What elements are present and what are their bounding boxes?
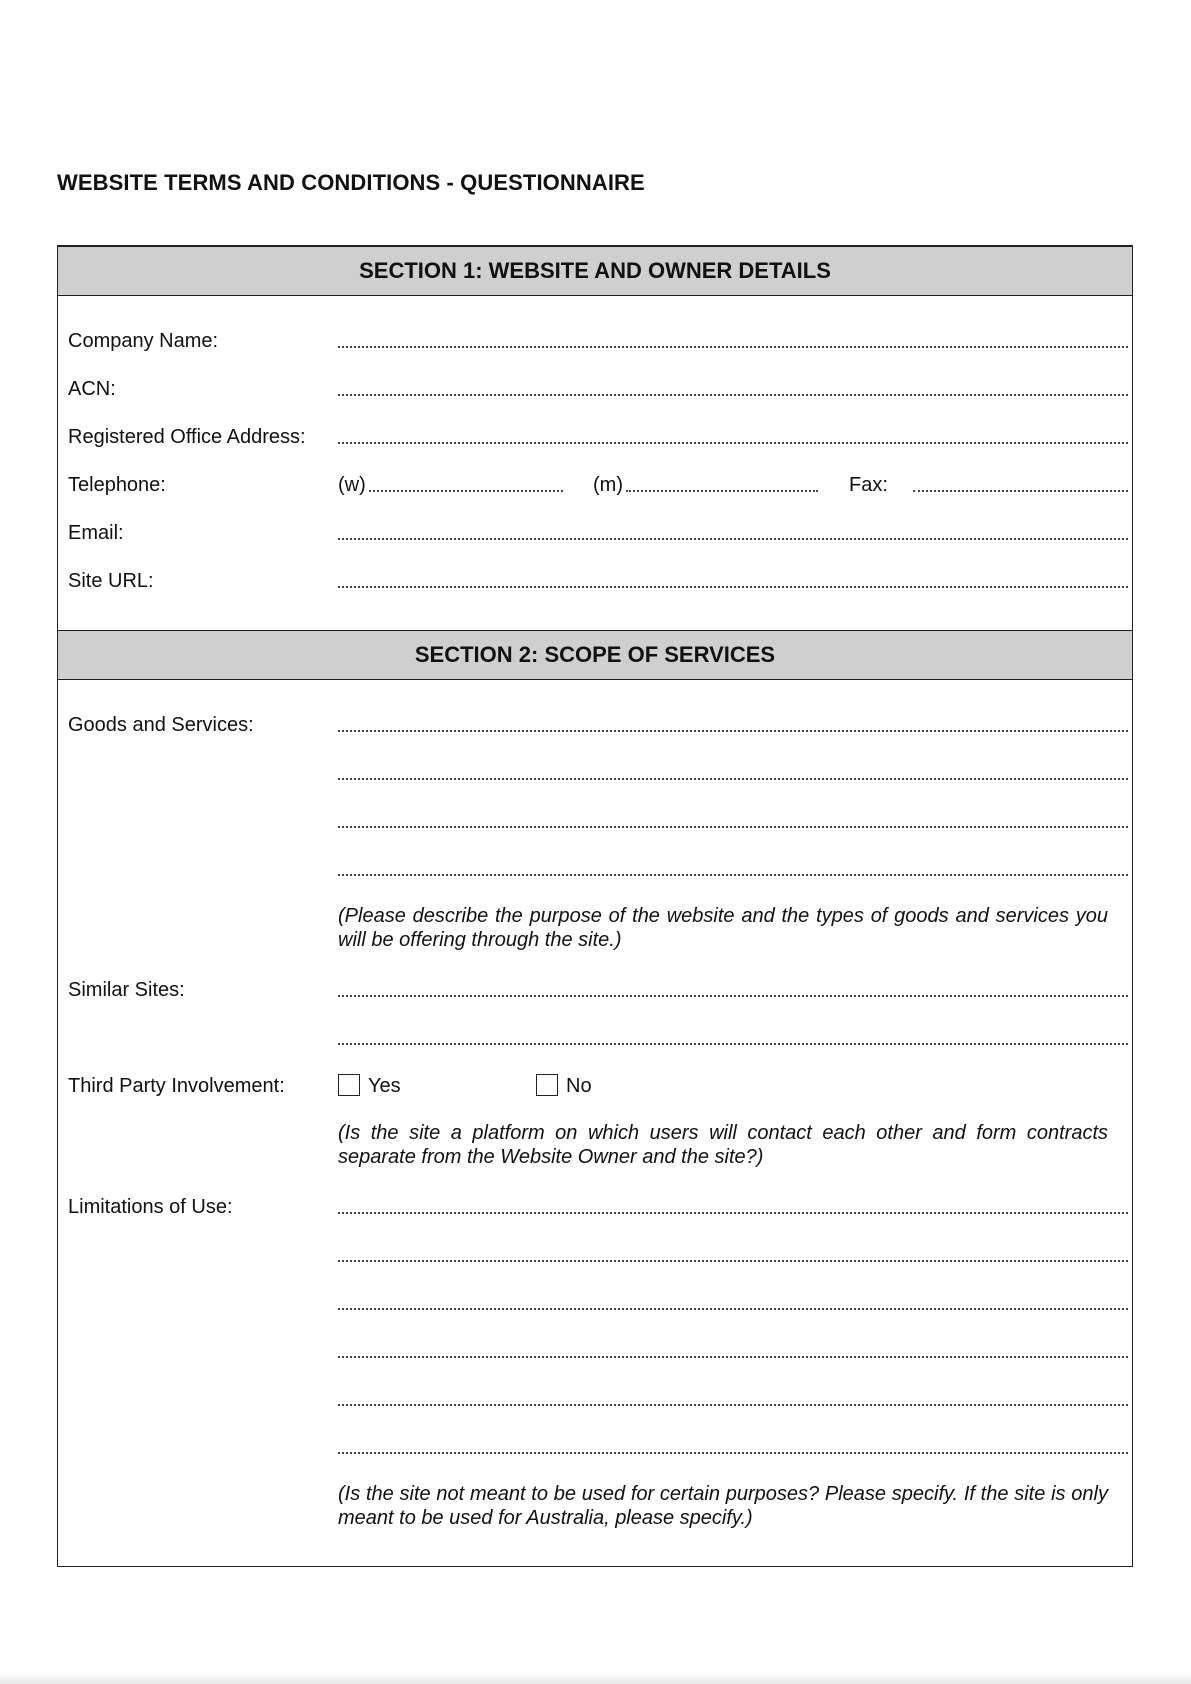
company-name-row bbox=[58, 328, 1132, 358]
company-name-field[interactable] bbox=[338, 346, 1128, 348]
limitations-field-1[interactable] bbox=[338, 1212, 1128, 1214]
goods-note: (Please describe the purpose of the website and the types of goods and services you will be offering through the site.) bbox=[338, 905, 1108, 951]
telephone-mobile-label: (m) bbox=[593, 474, 623, 496]
page-bottom-edge bbox=[0, 1674, 1191, 1684]
goods-row-2 bbox=[58, 760, 1132, 790]
email-label: Email: bbox=[68, 522, 124, 544]
limitations-row-2 bbox=[58, 1242, 1132, 1272]
limitations-field-4[interactable] bbox=[338, 1356, 1128, 1358]
address-label: Registered Office Address: bbox=[68, 426, 306, 448]
acn-field[interactable] bbox=[338, 394, 1128, 396]
address-field[interactable] bbox=[338, 442, 1128, 444]
telephone-row bbox=[58, 472, 1132, 502]
site-url-field[interactable] bbox=[338, 586, 1128, 588]
goods-row-3 bbox=[58, 808, 1132, 838]
goods-row-1 bbox=[58, 712, 1132, 742]
email-row bbox=[58, 520, 1132, 550]
section-2-heading: SECTION 2: SCOPE OF SERVICES bbox=[58, 630, 1132, 680]
site-url-label: Site URL: bbox=[68, 570, 154, 592]
similar-sites-label: Similar Sites: bbox=[68, 979, 185, 1001]
limitations-field-6[interactable] bbox=[338, 1452, 1128, 1454]
limitations-field-5[interactable] bbox=[338, 1404, 1128, 1406]
similar-field-1[interactable] bbox=[338, 995, 1128, 997]
similar-row-1 bbox=[58, 977, 1132, 1007]
fax-field[interactable] bbox=[913, 490, 1128, 492]
limitations-field-2[interactable] bbox=[338, 1260, 1128, 1262]
goods-label: Goods and Services: bbox=[68, 714, 254, 736]
telephone-work-label: (w) bbox=[338, 474, 366, 496]
no-label: No bbox=[566, 1075, 592, 1097]
section-1-heading: SECTION 1: WEBSITE AND OWNER DETAILS bbox=[58, 246, 1132, 296]
similar-row-2 bbox=[58, 1025, 1132, 1055]
limitations-row-4 bbox=[58, 1338, 1132, 1368]
limitations-row-3 bbox=[58, 1290, 1132, 1320]
limitations-row-1 bbox=[58, 1194, 1132, 1224]
goods-field-4[interactable] bbox=[338, 874, 1128, 876]
telephone-label: Telephone: bbox=[68, 474, 166, 496]
telephone-mobile-field[interactable] bbox=[626, 490, 818, 492]
company-name-label: Company Name: bbox=[68, 330, 219, 352]
limitations-field-3[interactable] bbox=[338, 1308, 1128, 1310]
third-party-label: Third Party Involvement: bbox=[68, 1075, 285, 1097]
acn-row bbox=[58, 376, 1132, 406]
fax-label: Fax: bbox=[849, 474, 888, 496]
telephone-work-field[interactable] bbox=[369, 490, 563, 492]
third-party-note: (Is the site a platform on which users will contact each other and form contracts separate from the Website Owner and the site?) bbox=[338, 1122, 1108, 1168]
similar-field-2[interactable] bbox=[338, 1043, 1128, 1045]
site-url-row bbox=[58, 568, 1132, 598]
limitations-row-6 bbox=[58, 1434, 1132, 1464]
goods-row-4 bbox=[58, 856, 1132, 886]
yes-label: Yes bbox=[368, 1075, 401, 1097]
questionnaire-form bbox=[57, 245, 1133, 1567]
goods-field-2[interactable] bbox=[338, 778, 1128, 780]
email-field[interactable] bbox=[338, 538, 1128, 540]
yes-checkbox[interactable] bbox=[338, 1074, 360, 1096]
address-row bbox=[58, 424, 1132, 454]
limitations-note: (Is the site not meant to be used for certain purposes? Please specify. If the site is only meant to be used for Australia, please specify.) bbox=[338, 1483, 1108, 1529]
third-party-row bbox=[58, 1073, 1132, 1103]
acn-label: ACN: bbox=[68, 378, 116, 400]
limitations-row-5 bbox=[58, 1386, 1132, 1416]
goods-field-3[interactable] bbox=[338, 826, 1128, 828]
goods-field-1[interactable] bbox=[338, 730, 1128, 732]
limitations-label: Limitations of Use: bbox=[68, 1196, 233, 1218]
document-title: WEBSITE TERMS AND CONDITIONS - QUESTIONNAIRE bbox=[57, 170, 645, 195]
no-checkbox[interactable] bbox=[536, 1074, 558, 1096]
